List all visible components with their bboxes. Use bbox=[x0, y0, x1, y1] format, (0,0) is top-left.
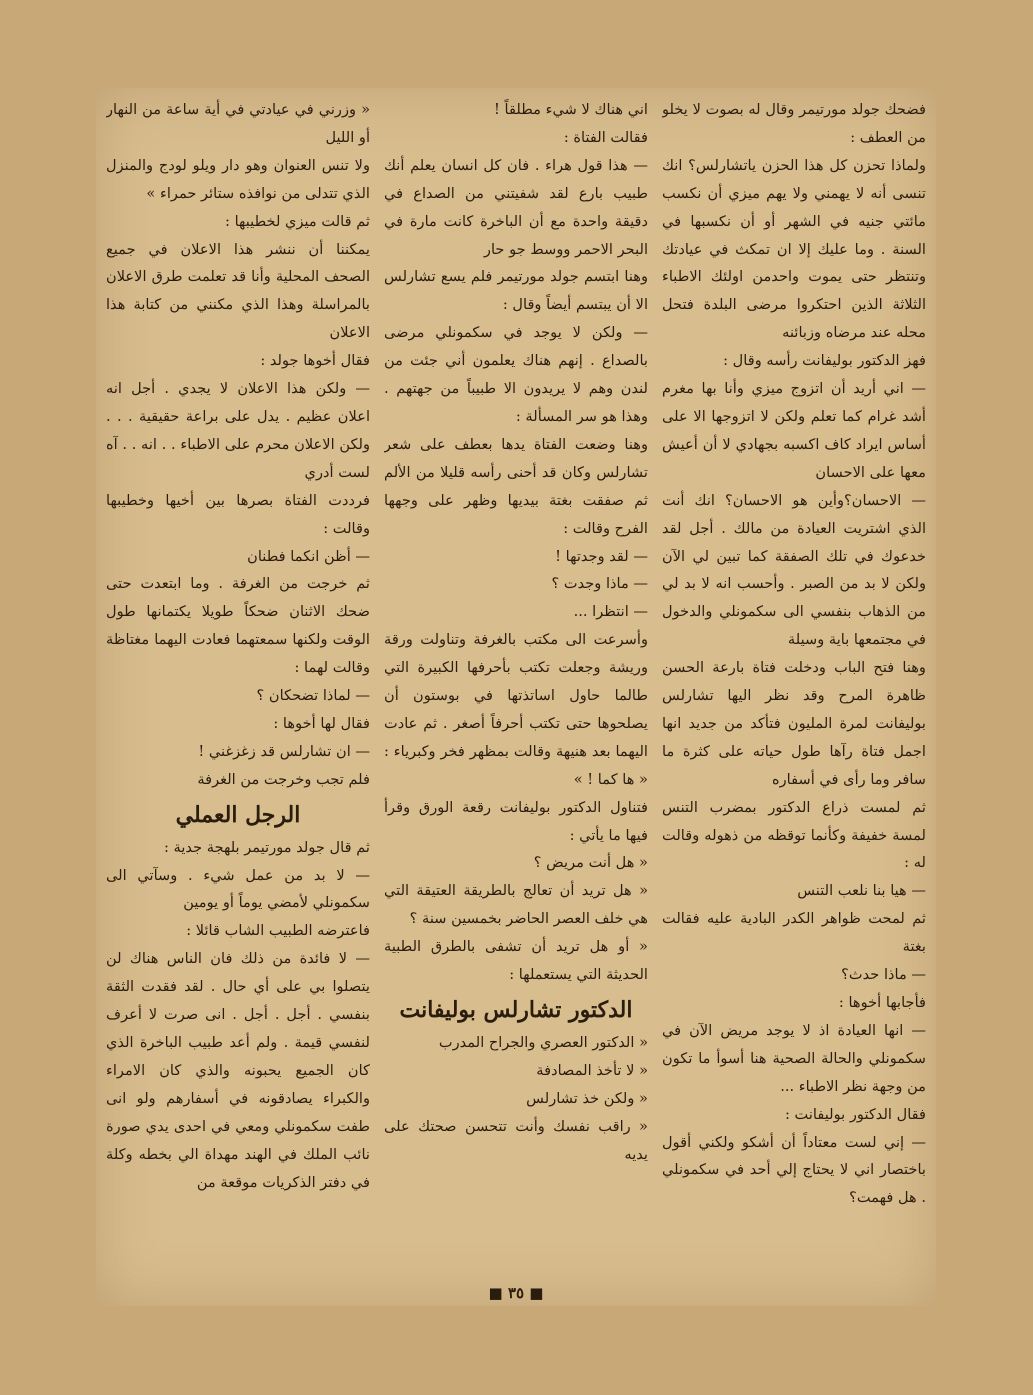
paragraph: « هل تريد أن تعالج بالطريقة العتيقة التي هي خلف العصر الحاضر بخمسين سنة ؟ bbox=[384, 882, 648, 928]
paragraph: « راقب نفسك وأنت تتحسن صحتك على يديه bbox=[384, 1117, 648, 1163]
paragraph: فقال أخوها جولد : bbox=[260, 352, 370, 370]
paragraph: — لقد وجدتها ! bbox=[555, 547, 648, 565]
paragraph: وأسرعت الى مكتب بالغرفة وتناولت ورقة وريشة وجعلت تكتب بأحرفها الكبيرة التي طالما حاول اساتذتها في بوستون أن يصلحوها حتى تكتب أحرفاً أصغر . ثم عادت اليهما بعد هنيهة وقالت بمظهر فخر وكبرياء : « ها كما ! » bbox=[384, 631, 648, 788]
paragraph: اني هناك لا شيء مطلقاً ! bbox=[494, 101, 648, 118]
paragraph: — هذا قول هراء . فان كل انسان يعلم أنك طبيب بارع لقد شفيتني من الصداع في دقيقة واحدة مع أن الباخرة كانت مارة في البحر الاحمر ووسط جو حار bbox=[384, 156, 648, 258]
paragraph: فقال لها أخوها : bbox=[273, 714, 370, 732]
paragraph: فاعترضه الطبيب الشاب قائلا : bbox=[186, 922, 370, 940]
paragraph: « هل أنت مريض ؟ bbox=[533, 854, 648, 872]
paragraph: فهز الدكتور بوليفانت رأسه وقال : bbox=[723, 352, 926, 370]
paragraph: « أو هل تريد أن تشفى بالطرق الطبية الحديثة التي يستعملها : bbox=[384, 938, 648, 984]
paragraph: — انها العيادة اذ لا يوجد مريض الآن في سكمونلي والحالة الصحية هنا أسوأ ما تكون من وجهة نظر الاطباء ... bbox=[662, 1021, 926, 1095]
paragraph: ثم لمست ذراع الدكتور بمضرب التنس لمسة خفيفة وكأنما توقظه من ذهوله وقالت له : bbox=[662, 798, 926, 872]
paragraph: ثم خرجت من الغرفة . وما ابتعدت حتى ضحك الاثنان ضحكاً طويلا يكتمانها طول الوقت ولكنها سمعتهما فعادت اليهما مغتاظة وقالت لهما : bbox=[106, 575, 370, 677]
paragraph: — إني لست معتاداً أن أشكو ولكني أقول باختصار اني لا يحتاج إلي أحد في سكمونلي . هل فهمت؟ bbox=[662, 1133, 926, 1207]
column-left bbox=[106, 96, 370, 1266]
paragraph: — ماذا حدث؟ bbox=[841, 966, 926, 984]
paragraph: — ولكن لا يوجد في سكمونلي مرضى بالصداع . إنهم هناك يعلمون أني جئت من لندن وهم لا يريدون الا طبيباً من جهتهم . وهذا هو سر المسألة : bbox=[384, 324, 648, 425]
paragraph: — ولكن هذا الاعلان لا يجدي . أجل انه اعلان عظيم . يدل على براعة حقيقية . . . ولكن الاعلان محرم على الاطباء . . انه . . آه لست أدري bbox=[106, 380, 370, 481]
paragraph: — لا فائدة من ذلك فان الناس هناك لن يتصلوا بي على أي حال . لقد فقدت الثقة بنفسي . أجل . أجل . انى صرت لا أعرف لنفسي قيمة . ولم أعد طبيب الباخرة الذي كان الجميع يحبونه والذي كان الامراء والكبراء يصادقونه في أسفارهم ولو انى طفت سكمونلي ومعي في احدى يدي صورة نائب الملك في الهند مهداة الي بخطه وكلة في دفتر الذكريات موقعة من bbox=[106, 950, 370, 1191]
paragraph: فقال الدكتور بوليفانت : bbox=[784, 1105, 926, 1123]
paragraph: — ان تشارلس قد زغزغني ! bbox=[198, 742, 370, 760]
paragraph: — لا بد من عمل شيء . وسآتي الى سكمونلي لأمضي يوماً أو يومين bbox=[106, 866, 370, 912]
text-columns bbox=[106, 96, 926, 1266]
paragraph: يمكننا أن ننشر هذا الاعلان في جميع الصحف المحلية وأنا قد تعلمت طرق الاعلان بالمراسلة وهذا الذي مكنني من كتابة هذا الاعلان bbox=[106, 240, 370, 342]
paragraph: فتناول الدكتور بوليفانت رقعة الورق وقرأ فيها ما يأتي : bbox=[384, 798, 648, 844]
paragraph: ثم قالت ميزي لخطيبها : bbox=[225, 212, 370, 230]
paragraph: وهنا فتح الباب ودخلت فتاة بارعة الحسن ظاهرة المرح وقد نظر اليها تشارلس بوليفانت لمرة المليون فتأكد من جديد انها اجمل فتاة رآها طول حياته على كثرة ما سافر وما رأى في أسفاره bbox=[662, 659, 926, 788]
paragraph: ولا تنس العنوان وهو دار ويلو لودج والمنزل الذي تتدلى من نوافذه ستائر حمراء » bbox=[106, 156, 370, 202]
paragraph: « لا تأخذ المصادفة bbox=[536, 1061, 648, 1079]
paragraph: وهنا ابتسم جولد مورتيمر فلم يسع تشارلس الا أن يبتسم أيضاً وقال : bbox=[384, 268, 648, 314]
paragraph: — هيا بنا نلعب التنس bbox=[797, 882, 926, 900]
magazine-page bbox=[96, 88, 936, 1306]
paragraph: ثم قال جولد مورتيمر بلهجة جدية : bbox=[163, 838, 370, 856]
paragraph: « ولكن خذ تشارلس bbox=[526, 1089, 648, 1107]
paragraph: ولماذا تحزن كل هذا الحزن ياتشارلس؟ انك تنسى أنه لا يهمني ولا يهم ميزي أن نكسب مائتي جنيه في الشهر أو أن نكسبها في السنة . وما عليك إلا ان تمكث في عيادتك وتنتظر حتى يموت واحدمن اولئك الاطباء الثلاثة الذين احتكروا مرضى البلدة فتحل محله عند مرضاه وزبائنه bbox=[662, 156, 926, 342]
paragraph: — أظن انكما فطنان bbox=[247, 547, 370, 565]
paragraph: « الدكتور العصري والجراح المدرب bbox=[438, 1034, 648, 1051]
paragraph: فأجابها أخوها : bbox=[838, 994, 926, 1011]
paragraph: ثم لمحت ظواهر الكدر البادية عليه فقالت بغتة bbox=[662, 910, 926, 956]
paragraph: — انتظرا ... bbox=[573, 603, 648, 621]
paragraph: — لماذا تضحكان ؟ bbox=[256, 687, 370, 705]
paragraph: — ماذا وجدت ؟ bbox=[551, 575, 648, 593]
section-heading: الرجل العملي bbox=[175, 801, 301, 828]
page-number: ■ ٣٥ ■ bbox=[488, 1284, 544, 1302]
paragraph: فرددت الفتاة بصرها بين أخيها وخطيبها وقالت : bbox=[106, 491, 370, 537]
paragraph: وهنا وضعت الفتاة يدها بعطف على شعر تشارلس وكان قد أحنى رأسه قليلا من الألم ثم صفقت بغتة بيديها وظهر على وجهها الفرح وقالت : bbox=[384, 435, 648, 537]
column-middle bbox=[384, 96, 648, 1266]
paragraph: فضحك جولد مورتيمر وقال له بصوت لا يخلو من العطف : bbox=[662, 101, 926, 146]
paragraph: — الاحسان؟وأين هو الاحسان؟ انك أنت الذي اشتريت العيادة من مالك . أجل لقد خدعوك في تلك الصفقة كما تبين لي الآن ولكن لا بد من الصبر . وأحسب انه لا بد لي من الذهاب بنفسي الى سكمونلي والدخول في مجتمعها باية وسيلة bbox=[662, 491, 926, 649]
paragraph: — اني أريد أن اتزوج ميزي وأنا بها مغرم أشد غرام كما تعلم ولكن لا اتزوجها الا على أساس ايراد كاف اكسبه بجهادي لا أن أعيش معها على الاحسان bbox=[662, 380, 926, 481]
paragraph: فقالت الفتاة : bbox=[563, 128, 648, 146]
paragraph: فلم تجب وخرجت من الغرفة bbox=[197, 770, 370, 788]
paragraph: « وزرني في عيادتي في أية ساعة من النهار أو الليل bbox=[106, 101, 370, 146]
column-right bbox=[662, 96, 926, 1266]
section-heading: الدكتور تشارلس بوليفانت bbox=[399, 997, 633, 1023]
